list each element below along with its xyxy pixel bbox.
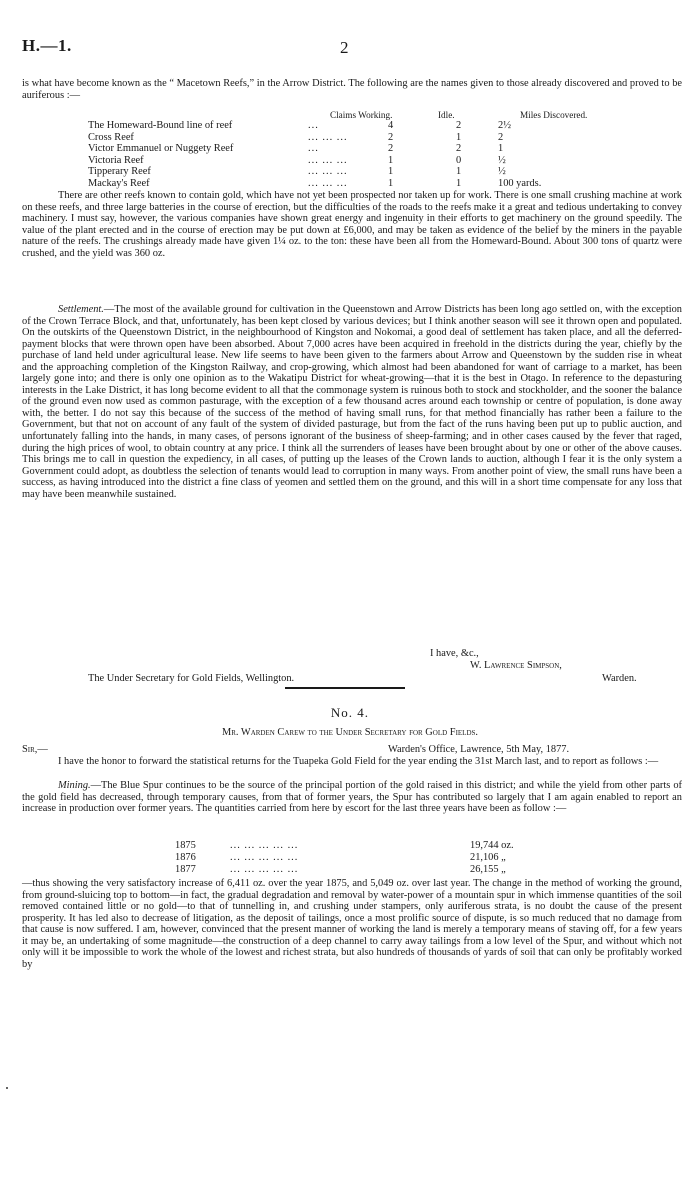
mining-text: —The Blue Spur continues to be the source of the principal portion of the gold raised in this district; and while the yield from other parts of the gold field has decreased, through temporary causes, from that of former years, the Spur has contributed so largely that I am again enabled to report an increase in production over former years. The quantities carried from here by escort for the last three years have been as follow :— bbox=[22, 780, 682, 815]
table-row bbox=[88, 166, 688, 178]
salutation: Sir,— bbox=[22, 744, 48, 755]
margin-mark bbox=[6, 1087, 8, 1089]
settlement-heading: Settlement. bbox=[58, 304, 104, 315]
reef-idle: 1 bbox=[456, 131, 462, 143]
reef-idle: 0 bbox=[456, 154, 462, 166]
reef-miles: ½ bbox=[498, 154, 506, 166]
reef-working: 1 bbox=[388, 166, 394, 178]
opening-paragraph bbox=[22, 756, 682, 768]
table-row bbox=[88, 143, 688, 155]
leader-dots: ... ... ... ... ... bbox=[230, 840, 299, 851]
intro-paragraph bbox=[22, 78, 682, 101]
reef-miles: ½ bbox=[498, 166, 506, 178]
reef-idle: 2 bbox=[456, 143, 462, 155]
reef-working: 2 bbox=[388, 131, 394, 143]
table-row bbox=[88, 132, 688, 144]
reefs-paragraph bbox=[22, 190, 682, 259]
table-row bbox=[88, 120, 688, 132]
reef-working: 4 bbox=[388, 120, 394, 131]
reef-working: 2 bbox=[388, 143, 394, 155]
mining-heading: Mining. bbox=[58, 780, 91, 791]
leader-dots: ... ... ... ... ... bbox=[230, 852, 299, 863]
reefs-text: There are other reefs known to contain gold, which have not yet been prospected nor taken up for work. There is one small crushing machine at work on these reefs, and three large batteries in the course of erection, but the difficulties of the roads to the reefs make it a great and tedious undertaking to convey machinery. I must say, however, the various companies have shown great energy and ingenuity in their efforts to get machinery on the ground speedily. The value of the plant erected and in the course of erection may be put down at £6,000, and may be taken as evidence of the belief by the miners in the payable nature of the reefs. The crushings already made have given 1¼ oz. to the ton: these have been all from the Homeward-Bound. About 300 tons of quartz were crushed, and the yield was 360 oz. bbox=[22, 190, 682, 259]
yield-amount: 19,744 oz. bbox=[470, 840, 514, 851]
col-header-working: Claims Working. bbox=[330, 110, 393, 120]
mining-paragraph bbox=[22, 780, 682, 815]
leader-dots: ... bbox=[308, 143, 319, 155]
leader-dots: ... ... ... bbox=[308, 177, 348, 189]
opening-text: I have the honor to forward the statistical returns for the Tuapeka Gold Field for the year ending the 31st March last, and to report as follows :— bbox=[58, 756, 659, 767]
reef-name: Mackay's Reef bbox=[88, 177, 150, 189]
table-row bbox=[88, 178, 688, 190]
yield-year: 1877 bbox=[175, 864, 196, 875]
col-header-miles: Miles Discovered. bbox=[520, 110, 588, 120]
reef-miles: 2½ bbox=[498, 120, 511, 131]
reef-miles: 2 bbox=[498, 131, 504, 143]
section-divider bbox=[285, 687, 405, 689]
reef-name: The Homeward-Bound line of reef bbox=[88, 120, 233, 131]
leader-dots: ... bbox=[308, 120, 319, 131]
reef-miles: 1 bbox=[498, 143, 504, 155]
yield-amount: 26,155 „ bbox=[470, 864, 506, 875]
settlement-text: —The most of the available ground for cultivation in the Queenstown and Arrow Districts has been long ago settled on, with the exception of the Crown Terrace Block, and that, unfortunately, has been kept closed by various devices; but I think another season will see it thrown open and populated. On the outskirts of the Queenstown District, in the neighbourhood of Kingston and Nokomai, a good deal of settlement has taken place, and all the deferred-payment blocks that were thrown open have been absorbed. About 7,000 acres have been acquired in freehold in the districts during the year, chiefly by the purchase of land held under agricultural lease. New life seems to have been given to the farmers about Arrow and Queenstown by the sudden rise in wheat and the approaching completion of the Kingston Railway, and crop-growing, which almost had been abandoned for want of carriage to a market, has been largely gone into; and there is only one opinion as to the Wakatipu District for wheat-growing—that it is the best in Otago. In reference to the depasturing interests in the Lake District, it has long become evident to all that the commonage system is ruinous both to stock and stockholder, and the sooner the balance of the ground even now used as common pasturage, with the exception of a few thousand acres around each township or centre of population, is done away with, the better. I do not say this because of the success of the method of having small runs, for that method financially has rather been a failure to the Government, but that not on account of any fault of the system of divided pasturage, but from the fact of the runs having been put up to public auction, and unfortunately falling into the hands, in many cases, of persons ignorant of the business of sheep-farming; and in other cases caused by the fever that raged, during the high prices of wool, to obtain country at any price. I think all the surrenders of leases have been brought about by one or other of the above causes. This brings me to call in question the expediency, in all cases, of putting up the leases of the Crown lands to auction, although I fear it is the only system a Government could adopt, as doubtless the selection of tenants would lead to corruption in many ways. From another point of view, the small runs have been a success, as having introduced into the district a fine class of yeomen and settled them on the ground, and this will in a short time compensate for any loss that may have been meanwhile sustained. bbox=[22, 304, 682, 500]
reef-working: 1 bbox=[388, 177, 394, 189]
leader-dots: ... ... ... bbox=[308, 166, 348, 178]
reef-name: Victoria Reef bbox=[88, 154, 144, 166]
reef-name: Tipperary Reef bbox=[88, 166, 151, 178]
signatory-name: W. Lawrence Simpson, bbox=[470, 660, 562, 671]
leader-dots: ... ... ... ... ... bbox=[230, 864, 299, 875]
leader-dots: ... ... ... bbox=[308, 131, 348, 143]
closing: I have, &c., bbox=[430, 648, 479, 659]
document-code: H.—1. bbox=[22, 36, 72, 55]
reef-miles: 100 yards. bbox=[498, 177, 542, 189]
col-header-idle: Idle. bbox=[438, 110, 455, 120]
addressee: The Under Secretary for Gold Fields, Wellington. bbox=[88, 673, 295, 684]
reef-name: Cross Reef bbox=[88, 131, 134, 143]
signatory-title: Warden. bbox=[602, 673, 637, 684]
page-number: 2 bbox=[340, 38, 349, 57]
table-row bbox=[88, 155, 688, 167]
yield-amount: 21,106 „ bbox=[470, 852, 506, 863]
settlement-paragraph bbox=[22, 304, 682, 500]
leader-dots: ... ... ... bbox=[308, 154, 348, 166]
yield-year: 1876 bbox=[175, 852, 196, 863]
reef-working: 1 bbox=[388, 154, 394, 166]
reef-idle: 1 bbox=[456, 166, 462, 178]
conclusion-paragraph bbox=[22, 878, 682, 970]
intro-text: is what have become known as the “ Macetown Reefs,” in the Arrow District. The following are the names given to those already discovered and proved to be auriferous :— bbox=[22, 78, 682, 101]
reef-name: Victor Emmanuel or Nuggety Reef bbox=[88, 143, 234, 155]
letter-number: No. 4. bbox=[330, 705, 370, 720]
reef-idle: 2 bbox=[456, 120, 462, 131]
yield-year: 1875 bbox=[175, 840, 196, 851]
conclusion-text: —thus showing the very satisfactory increase of 6,411 oz. over the year 1875, and 5,049 oz. over last year. The change in the method of working the ground, from ground-sluicing top to bottom—in fact, the gradual degradation and removal by water-power of a mountain spur in which immense quantities of the soil removed contained little or no gold—to that of tunnelling in, and crushing under stampers, only auriferous strata, is no doubt the cause of the present prosperity. It has led also to decrease of litigation, as the deposit of tailings, once a most prolific source of dispute, is so much reduced that no damage from that cause is now suffered. I am, however, convinced that the present manner of working the land is merely a temporary means of staving off, for a few years it may be, an undertaking of some magnitude—the construction of a deep channel to carry away tailings from a low level of the Spur, and without which not only will it be impossible to work the whole of the lowest and richest strata, but also hundreds of thousands of yards of soil that can only be profitably worked by bbox=[22, 878, 682, 970]
letter-title: Mr. Warden Carew to the Under Secretary for Gold Fields. bbox=[221, 727, 478, 738]
letter-address-date: Warden's Office, Lawrence, 5th May, 1877. bbox=[388, 744, 570, 755]
reef-table bbox=[88, 120, 688, 189]
reef-idle: 1 bbox=[456, 177, 462, 189]
